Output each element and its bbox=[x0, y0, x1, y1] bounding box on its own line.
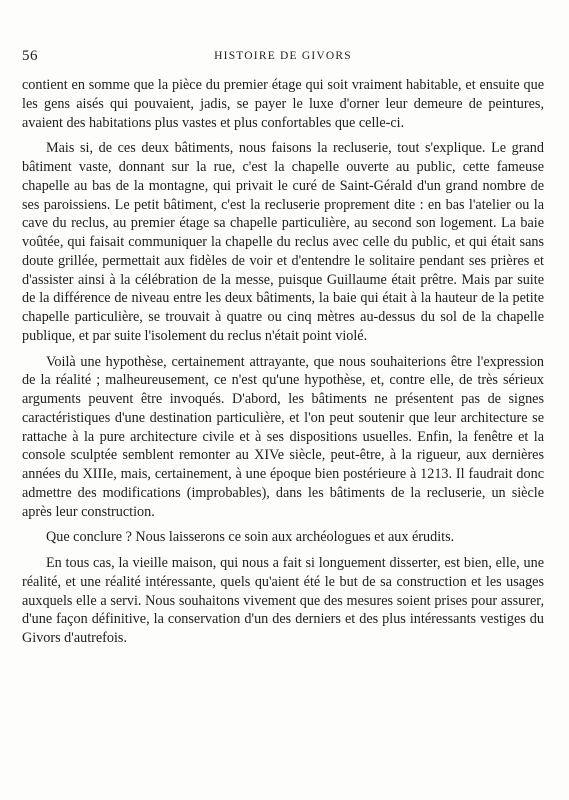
paragraph-recluserie-hypothesis: Mais si, de ces deux bâtiments, nous faisons la recluserie, tout s'explique. Le grand bâtiment vaste, donnant sur la rue, c'est la chapelle ouverte au public, cette fameuse chapelle au bas de la montagne, qui privait le curé de Saint-Gérald d'un grand nombre de ses paroissiens. Le petit bâtiment, c'est la recluserie proprement dite : en bas l'atelier ou la cave du reclus, au premier étage sa chapelle particulière, au second son logement. La baie voûtée, qui faisait communiquer la chapelle du reclus avec celle du public, et qui était sans doute grillée, permettait aux fidèles de voir et d'entendre le solitaire pendant ses prières et d'assister ainsi à la célébration de la messe, puisque Guillaume était prêtre. Mais par suite de la différence de niveau entre les deux bâtiments, la baie qui était à la hauteur de la petite chapelle particulière, se trouvait à quatre ou cinq mètres au-dessus du sol de la chapelle publique, et par suite l'isolement du reclus n'était point violé. bbox=[22, 140, 544, 344]
paragraph-conclusion-question: Que conclure ? Nous laisserons ce soin aux archéologues et aux érudits. bbox=[46, 529, 455, 546]
running-head bbox=[22, 48, 544, 68]
paragraph-counterarguments: Voilà une hypothèse, certainement attrayante, que nous souhaiterions être l'expression de la réalité ; malheureusement, ce n'est qu'une hypothèse, et, contre elle, de très sérieux arguments peuvent être invoqués. D'abord, les bâtiments ne présentent pas de signes caractéristiques d'une destination particulière, et l'on peut soutenir que leur architecture se rattache à la pure architecture civile et à ses dispositions usuelles. Enfin, la fenêtre et la console sculptée semblent remonter au XIVe siècle, peut-être, à la rigueur, aux dernières années du XIIIe, mais, certainement, à une époque bien postérieure à 1213. Il faudrait donc admettre des modifications (improbables), dans les bâtiments de la recluserie, un siècle après leur construction. bbox=[22, 353, 544, 520]
paragraph-final: En tous cas, la vieille maison, qui nous a fait si longuement disserter, est bien, elle, une réalité, et une réalité intéressante, quels qu'aient été le but de sa construction et les usages auxquels elle a servi. Nous souhaitons vivement que des mesures soient prises pour assurer, d'une façon définitive, la conservation d'un des derniers et des plus intéressants vestiges du Givors d'autrefois. bbox=[22, 555, 544, 646]
running-title: HISTOIRE DE GIVORS bbox=[214, 50, 352, 62]
paragraph-continued: contient en somme que la pièce du premier étage qui soit vraiment habitable, et ensuite que les gens aisés qui pouvaient, jadis, se payer le luxe d'orner leur demeure de peintures, avaient des habitations plus vastes et plus confortables que celle-ci. bbox=[22, 77, 544, 131]
body-text bbox=[22, 76, 544, 655]
page-number: 56 bbox=[22, 48, 38, 64]
